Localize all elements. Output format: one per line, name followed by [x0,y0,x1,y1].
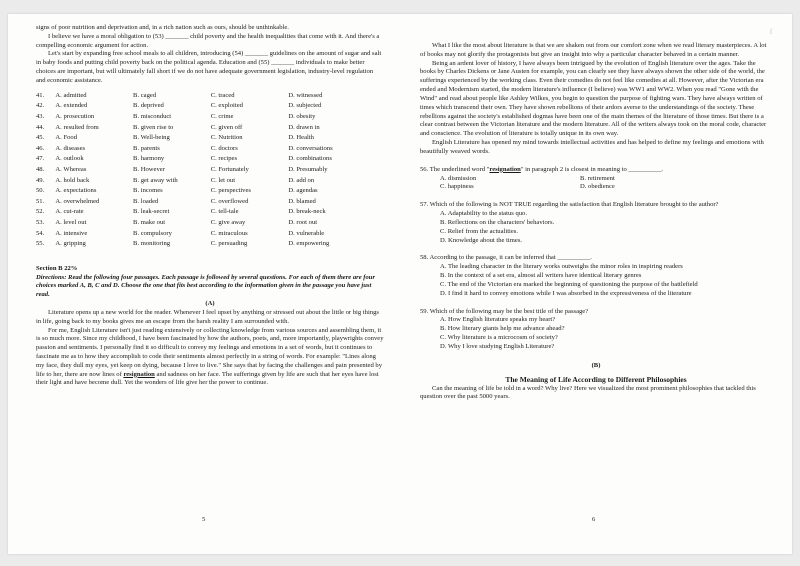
option-d[interactable]: D. drawn in [288,123,320,131]
option-a[interactable]: A. Whereas [55,165,87,173]
q58-option-d[interactable]: D. I find it hard to convey emotions while I was absorbed in the expressiveness of the literature [440,289,692,297]
option-row [36,187,366,198]
option-d[interactable]: D. conversations [288,144,333,152]
option-d[interactable]: D. root out [288,218,318,226]
page-number-left: 5 [202,516,206,523]
question-number: 46. [36,144,45,152]
q56-options-row-1 [420,175,772,184]
question-number: 45. [36,134,45,142]
option-row [36,134,366,145]
option-b[interactable]: B. loaded [133,197,159,205]
q56-option-d[interactable]: D. obedience [580,183,615,191]
q58-option-a[interactable]: A. The leading character in the literary works outweighs the minor roles in inspiring readers [440,263,683,271]
option-row [36,92,366,103]
option-d[interactable]: D. Presumably [288,165,328,173]
option-c[interactable]: C. persuading [210,240,248,248]
passage-a-paragraph-4: Being an ardent lover of history, I have always been intrigued by the evolution of English literature over the ages. Take the books by Charles Dickens or Jane Austen for example, you can clearly see they have always shown the other side of the world, the sufferings experienced by the working class. Even their comedies do not feel like comedies at all. However, after the Victorian era ended and Modernism started, the modern literature's influence (I believe) was WW1 and WW2. When you read "Gone with the Wind" and read about people like Ashley Wilkes, you begin to question the purpose of fighting wars. They have always written of times which transcend their own. They have shown rebellions of their ardors averse to the understandings of the society. These rebellions against the society's established dogmas have been one of the main themes of the literature of those times. But there is a clear contrast between the Victorian literature and the modern literature. All of the writers always took on the moral code, character and conscience. The evolution of literature is totally unique in its own way. [420,59,767,138]
intro-line-1: signs of poor nutrition and deprivation and, in a rich nation such as ours, should be unthinkable. [36,24,289,31]
option-b[interactable]: B. However [133,165,165,173]
option-row [36,240,366,251]
page-number-right: 6 [592,516,596,523]
options-table [36,92,366,251]
corner-mark: ſ [770,28,772,36]
option-c[interactable]: C. let out [210,176,236,184]
option-d[interactable]: D. vulnerable [288,229,325,237]
option-b[interactable]: B. Well-being [133,134,170,142]
option-b[interactable]: B. compulsory [133,229,172,237]
q56-option-c[interactable]: C. happiness [440,183,474,191]
option-b[interactable]: B. leak-secret [133,208,170,216]
question-56 [420,166,772,175]
q56-text-a: 56. The underlined word " [420,165,490,173]
passage-a-paragraph-2 [36,327,384,389]
q57-option-b[interactable]: B. Reflections on the characters' behaviors. [440,218,555,226]
passage-a-paragraph-5: English Literature has opened my mind towards intellectual activities and has helped to define my feelings and emotions with beautifully weaved words. [420,139,764,155]
q57-option-c[interactable]: C. Relief from the actualities. [440,227,519,235]
option-c[interactable]: C. doctors [210,144,238,152]
option-c[interactable]: C. given off [210,123,243,131]
option-b[interactable]: B. misconduct [133,112,172,120]
option-row [36,230,366,241]
right-page [420,42,772,402]
intro-paragraph-53: I believe we have a moral obligation to (53) _______ child poverty and the health inequalities that come with it. And there's a compelling economic argument for action. [36,32,380,49]
question-57: 57. Which of the following is NOT TRUE regarding the satisfaction that English literature brought to the author? [420,201,719,209]
option-d[interactable]: D. add on [288,176,315,184]
q58-options [420,263,772,298]
option-d[interactable]: D. witnessed [288,91,323,99]
underlined-word: resignation [123,370,155,378]
option-b[interactable]: B. monitoring [133,240,171,248]
option-a[interactable]: A. gripping [55,240,86,248]
option-b[interactable]: B. make out [133,218,166,226]
option-c[interactable]: C. give away [210,218,246,226]
option-d[interactable]: D. break-neck [288,208,326,216]
option-row [36,198,366,209]
option-a[interactable]: A. level out [55,218,87,226]
option-row [36,155,366,166]
left-page [36,24,384,388]
option-b[interactable]: B. deprived [133,102,164,110]
passage-a-paragraph-1: Literature opens up a new world for the reader. Whenever I feel upset by anything or stressed out about the little or big things in life, going back to my books gives me an escape from the harsh reality I am surrounded with. [36,308,379,325]
option-d[interactable]: D. blamed [288,197,316,205]
question-number: 42. [36,102,45,110]
q57-options [420,210,772,245]
question-number: 52. [36,208,45,216]
option-row [36,208,366,219]
question-number: 55. [36,240,45,248]
option-c[interactable]: C. perspectives [210,187,251,195]
question-number: 54. [36,229,45,237]
option-row [36,219,366,230]
option-a[interactable]: A. overwhelmed [55,197,100,205]
question-number: 51. [36,197,45,205]
option-a[interactable]: A. outlook [55,155,84,163]
option-c[interactable]: C. traced [210,91,235,99]
q56-text-b: " in paragraph 2 is closest in meaning to __________. [520,165,664,173]
option-a[interactable]: A. cut-rate [55,208,84,216]
question-59: 59. Which of the following may be the best title of the passage? [420,307,589,315]
question-number: 50. [36,187,45,195]
option-c[interactable]: C. Fortunately [210,165,249,173]
q56-option-b[interactable]: B. retirement [580,174,615,182]
option-a[interactable]: A. resulted from [55,123,99,131]
directions: Directions: Read the following four passages. Each passage is followed by several questions. For each of them there are four choices marked A, B, C and D. Choose the one that fits best according to the information given in the passage you have just read. [36,273,376,299]
option-a[interactable]: A. Food [55,134,78,142]
question-number: 43. [36,112,45,120]
option-c[interactable]: C. recipes [210,155,238,163]
option-c[interactable]: C. Nutrition [210,134,243,142]
option-b[interactable]: B. given rise to [133,123,174,131]
option-d[interactable]: D. subjected [288,102,322,110]
q59-option-c[interactable]: C. Why literature is a microcosm of society? [440,334,558,342]
option-d[interactable]: D. obesity [288,112,316,120]
section-title: Section B 22% [36,264,78,272]
q59-option-d[interactable]: D. Why I love studying English Literature? [440,342,555,350]
q58-option-b[interactable]: B. In the context of a set era, almost all writers have identical literary genres [440,272,642,280]
option-c[interactable]: C. overflowed [210,197,249,205]
option-c[interactable]: C. miraculous [210,229,248,237]
option-row [36,124,366,135]
q56-underlined: resignation [489,165,521,173]
option-b[interactable]: B. incomes [133,187,163,195]
option-d[interactable]: D. combinations [288,155,332,163]
option-row [36,113,366,124]
question-number: 47. [36,155,45,163]
option-c[interactable]: C. crime [210,112,234,120]
passage-b-title: The Meaning of Life According to Different Philosophies [505,374,687,384]
q59-option-a[interactable]: A. How English literature speaks my heart? [440,316,556,324]
passage-b-label: (B) [591,361,601,369]
q59-option-b[interactable]: B. How literary giants help me advance ahead? [440,325,565,333]
option-c[interactable]: C. tell-tale [210,208,239,216]
option-a[interactable]: A. diseases [55,144,86,152]
passage-b-intro: Can the meaning of life be told in a word? Why live? Here we visualized the most prominent philosophies that tackled this question over the past 5000 years. [420,384,756,401]
q59-options [420,316,772,351]
option-a[interactable]: A. prosecution [55,112,95,120]
option-b[interactable]: B. caged [133,91,157,99]
q56-option-a[interactable]: A. dismission [440,174,477,182]
passage-a-paragraph-3: What I like the most about literature is that we are shaken out from our comfort zone when we read literary masterpieces. A lot of books may not glorify the protagonists but give an insight into why a particular character behaved in a certain manner. [420,42,767,58]
option-a[interactable]: A. expectations [55,187,97,195]
question-58: 58. According to the passage, it can be inferred that __________. [420,254,592,262]
q58-option-c[interactable]: C. The end of the Victorian era marked the beginning of questioning the purpose of the battlefield [440,280,698,288]
option-b[interactable]: B. parents [133,144,160,152]
option-a[interactable]: A. hold back [55,176,90,184]
para2-text-b: and sadness on her face. The sufferings given by life are such that her eyes have lost their light and have become dull. Yet the wonders of life give her the power to continue. [36,370,379,387]
option-row [36,166,366,177]
option-a[interactable]: A. extended [55,102,88,110]
para2-text-a: For me, English Literature isn't just reading extensively or collecting knowledge from various sources and assembling them, it is so much more. Since my childhood, I have been fascinated by how the authors, poets, and, more importantly, playwrights convey passion and sentiments. I personally find it so difficult to convey my feelings and emotions in a set of words, but it continues to fascinate me as to how they accomplish to code their sentiments almost perfectly in a string of words. For example: "Lines along my face, they dull my eyes, yet keep on dying, because I love to live." She says that by facing the challenges and pain presented by life to her, there are now lines of [36,326,384,378]
question-number: 48. [36,165,45,173]
option-row [36,177,366,188]
option-d[interactable]: D. Health [288,134,314,142]
option-c[interactable]: C. exploited [210,102,243,110]
option-b[interactable]: B. get away with [133,176,178,184]
intro-paragraph-54: Let's start by expanding free school meals to all children, introducing (54) _______ guidelines on the amount of sugar and salt in baby foods and putting child poverty back on the political agenda. Education and (55) _______ individuals to make better choices are important, but will ultimately fall short if we do not have adequate government legislation, industry-level regulation and economic assistance. [36,50,382,84]
question-number: 49. [36,176,45,184]
option-d[interactable]: D. agendas [288,187,318,195]
option-row [36,145,366,156]
question-number: 53. [36,218,45,226]
exam-sheet [8,14,792,554]
q57-option-d[interactable]: D. Knowledge about the times. [440,236,523,244]
option-a[interactable]: A. admitted [55,91,87,99]
question-number: 44. [36,123,45,131]
option-row [36,102,366,113]
option-d[interactable]: D. empowering [288,240,330,248]
option-b[interactable]: B. harmony [133,155,165,163]
q57-option-a[interactable]: A. Adaptability to the status quo. [440,210,527,218]
q56-options-row-2 [420,183,772,192]
option-a[interactable]: A. intensive [55,229,88,237]
question-number: 41. [36,91,45,99]
passage-a-label: (A) [205,300,215,308]
